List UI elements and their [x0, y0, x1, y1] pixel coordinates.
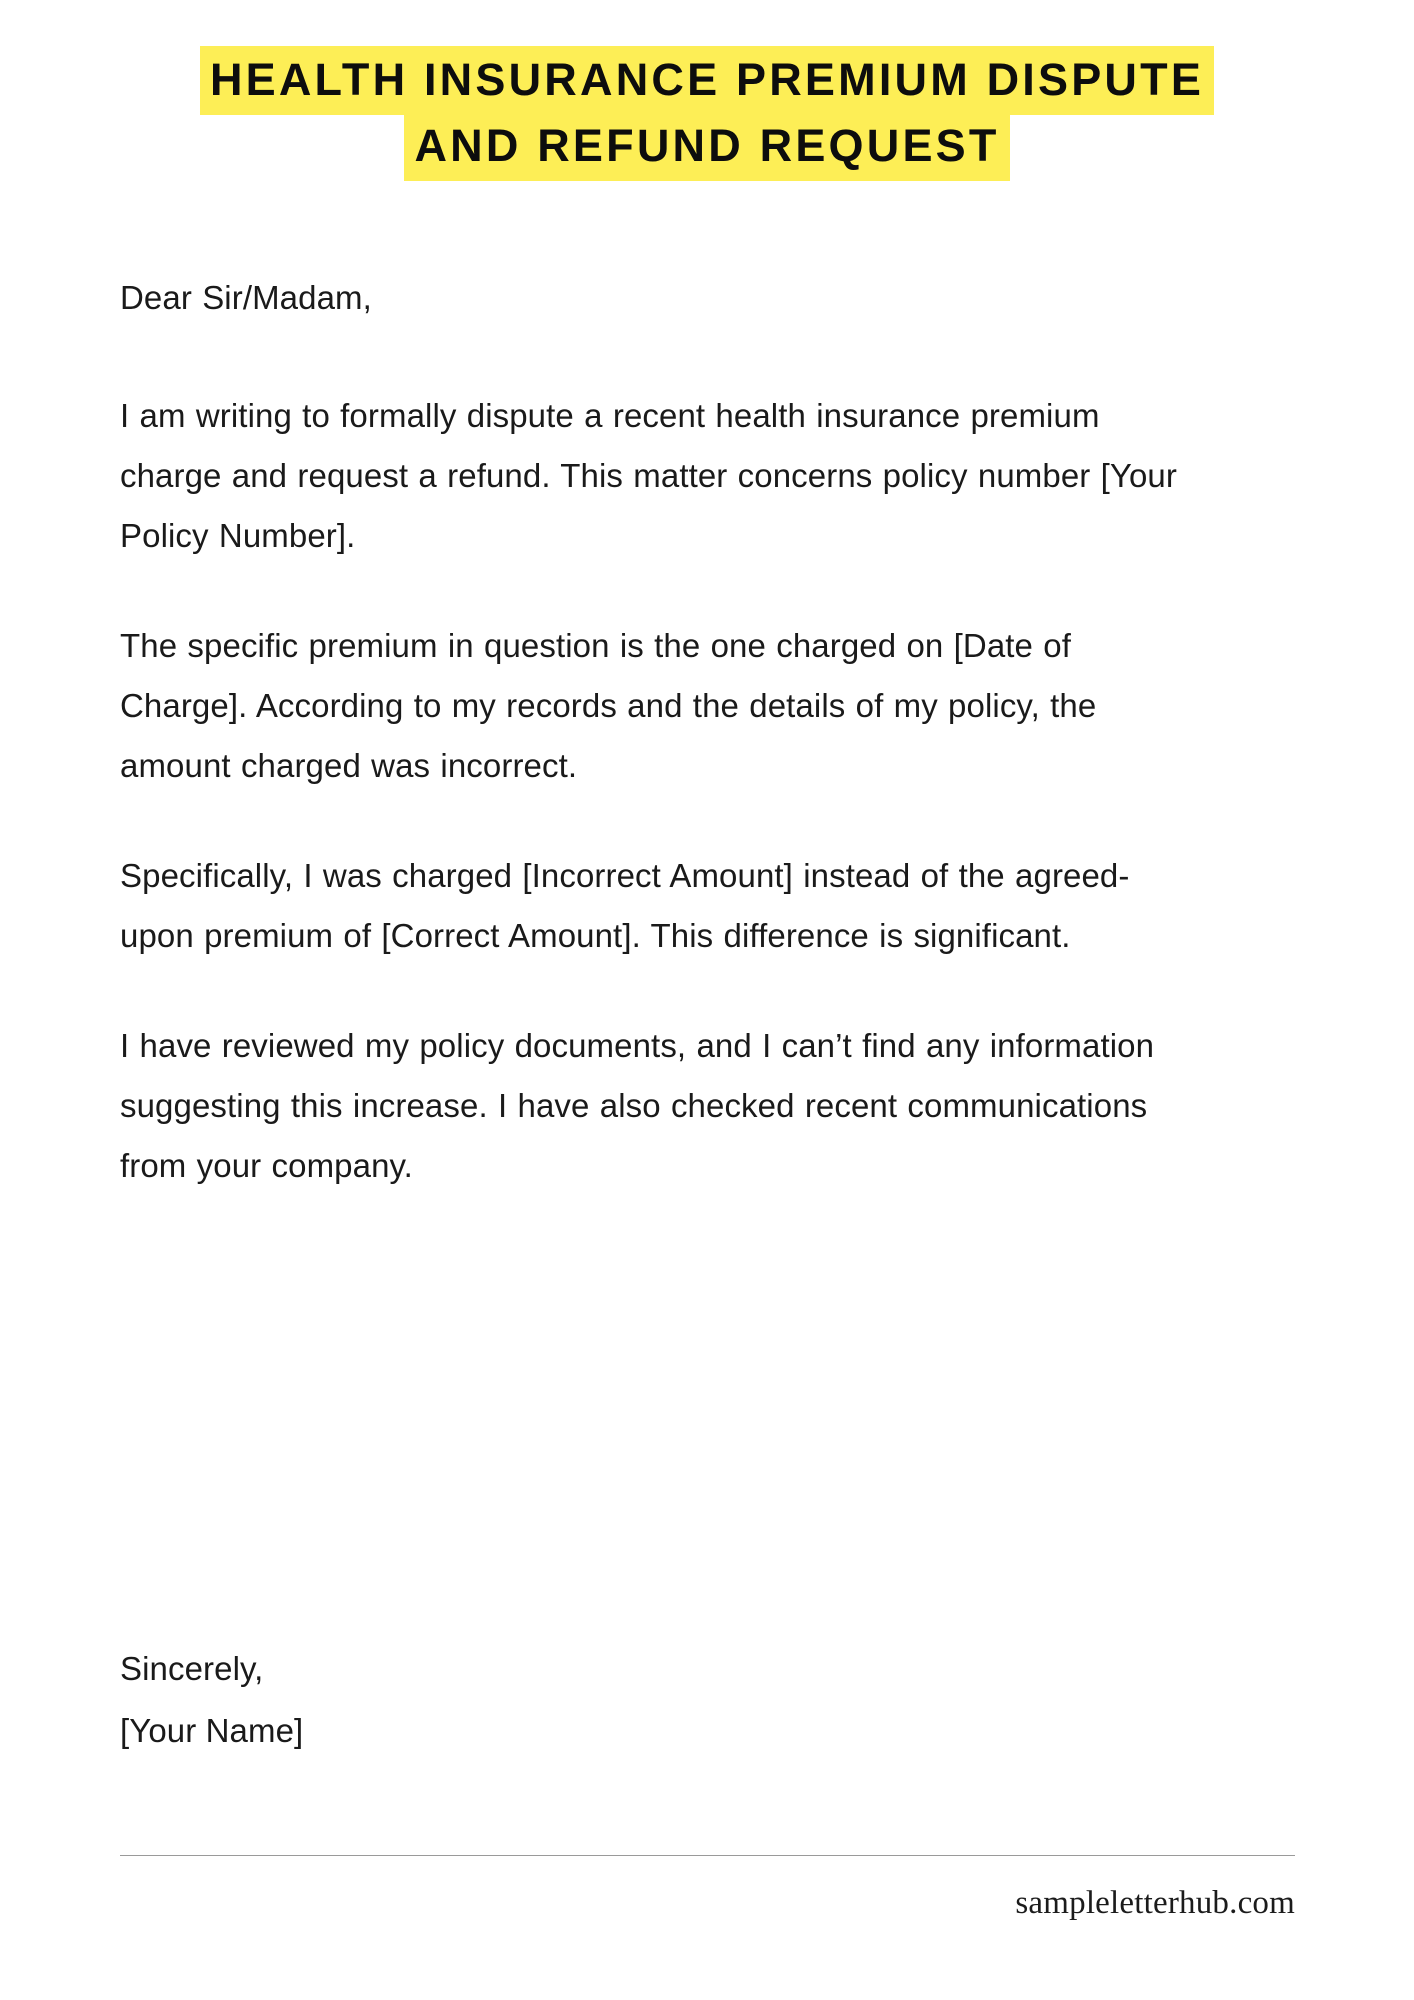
salutation: Dear Sir/Madam, — [120, 279, 372, 316]
body-paragraph-1: I am writing to formally dispute a recent health insurance premium charge and request a refund. This matter concerns policy number [Your Policy Number]. — [120, 397, 1177, 554]
body-paragraph-3: Specifically, I was charged [Incorrect Amount] instead of the agreed-upon premium of [Correct Amount]. This difference is significant. — [120, 857, 1130, 954]
title-highlight-1: HEALTH INSURANCE PREMIUM DISPUTE — [200, 46, 1214, 115]
footer-divider — [120, 1855, 1295, 1856]
closing-line: Sincerely, — [120, 1650, 264, 1687]
body-paragraph-4: I have reviewed my policy documents, and I can’t find any information suggesting this increase. I have also checked recent communications from your company. — [120, 1027, 1155, 1184]
letter-body — [120, 268, 1186, 1196]
page-title — [0, 46, 1414, 180]
title-line-1 — [0, 46, 1414, 114]
title-highlight-2: AND REFUND REQUEST — [404, 112, 1009, 181]
title-line-2 — [0, 112, 1414, 180]
signature-name: [Your Name] — [120, 1712, 304, 1749]
footer-website: sampleletterhub.com — [1015, 1885, 1295, 1921]
signature-block — [120, 1638, 1020, 1762]
body-paragraph-2: The specific premium in question is the one charged on [Date of Charge]. According to my records and the details of my policy, the amount charged was incorrect. — [120, 627, 1097, 784]
